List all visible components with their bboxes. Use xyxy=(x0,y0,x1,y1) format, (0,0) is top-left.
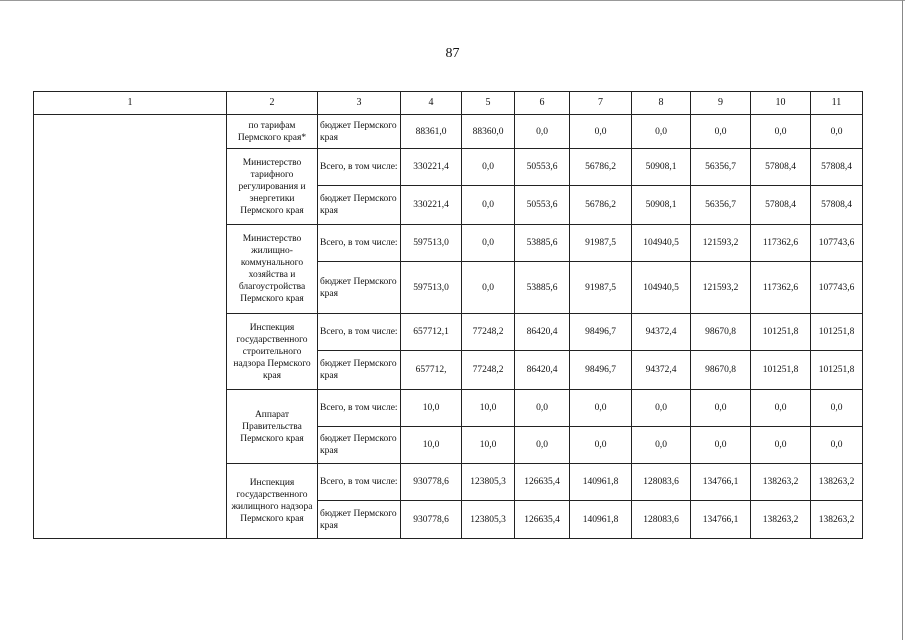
header-cell: 5 xyxy=(462,92,515,115)
header-cell: 11 xyxy=(811,92,863,115)
table-row xyxy=(34,115,863,149)
org-cell: Министерство жилищно-коммунального хозяйства и благоустройства Пермского края xyxy=(227,225,318,314)
value-cell: 0,0 xyxy=(632,427,691,464)
value-cell: 101251,8 xyxy=(811,314,863,351)
value-cell: 77248,2 xyxy=(462,351,515,390)
source-cell: Всего, в том числе: xyxy=(318,225,401,262)
value-cell: 128083,6 xyxy=(632,464,691,501)
value-cell: 56786,2 xyxy=(570,186,632,225)
value-cell: 138263,2 xyxy=(751,464,811,501)
value-cell: 50908,1 xyxy=(632,186,691,225)
value-cell: 107743,6 xyxy=(811,262,863,314)
value-cell: 0,0 xyxy=(691,115,751,149)
source-cell: Всего, в том числе: xyxy=(318,390,401,427)
value-cell: 101251,8 xyxy=(751,314,811,351)
value-cell: 597513,0 xyxy=(401,225,462,262)
value-cell: 104940,5 xyxy=(632,262,691,314)
value-cell: 0,0 xyxy=(751,390,811,427)
source-cell: Всего, в том числе: xyxy=(318,149,401,186)
org-cell: по тарифам Пермского края* xyxy=(227,115,318,149)
value-cell: 0,0 xyxy=(691,427,751,464)
value-cell: 86420,4 xyxy=(515,314,570,351)
value-cell: 0,0 xyxy=(570,115,632,149)
source-cell: бюджет Пермского края xyxy=(318,115,401,149)
value-cell: 0,0 xyxy=(632,115,691,149)
value-cell: 94372,4 xyxy=(632,314,691,351)
value-cell: 128083,6 xyxy=(632,501,691,539)
value-cell: 98670,8 xyxy=(691,314,751,351)
value-cell: 0,0 xyxy=(811,427,863,464)
header-cell: 8 xyxy=(632,92,691,115)
value-cell: 10,0 xyxy=(401,390,462,427)
value-cell: 101251,8 xyxy=(751,351,811,390)
value-cell: 101251,8 xyxy=(811,351,863,390)
header-cell: 7 xyxy=(570,92,632,115)
org-cell: Инспекция государственного строительного надзора Пермского края xyxy=(227,314,318,390)
page-right-border xyxy=(902,0,903,640)
header-cell: 9 xyxy=(691,92,751,115)
value-cell: 0,0 xyxy=(515,115,570,149)
value-cell: 50908,1 xyxy=(632,149,691,186)
page-top-border xyxy=(0,0,905,1)
value-cell: 10,0 xyxy=(462,390,515,427)
value-cell: 50553,6 xyxy=(515,186,570,225)
value-cell: 0,0 xyxy=(570,427,632,464)
value-cell: 134766,1 xyxy=(691,501,751,539)
value-cell: 140961,8 xyxy=(570,501,632,539)
org-cell: Аппарат Правительства Пермского края xyxy=(227,390,318,464)
value-cell: 0,0 xyxy=(811,115,863,149)
value-cell: 597513,0 xyxy=(401,262,462,314)
value-cell: 0,0 xyxy=(751,427,811,464)
value-cell: 57808,4 xyxy=(811,186,863,225)
value-cell: 0,0 xyxy=(462,149,515,186)
value-cell: 930778,6 xyxy=(401,501,462,539)
value-cell: 657712,1 xyxy=(401,314,462,351)
header-row xyxy=(34,92,863,115)
value-cell: 56356,7 xyxy=(691,186,751,225)
value-cell: 126635,4 xyxy=(515,464,570,501)
value-cell: 117362,6 xyxy=(751,262,811,314)
value-cell: 88361,0 xyxy=(401,115,462,149)
value-cell: 91987,5 xyxy=(570,225,632,262)
source-cell: бюджет Пермского края xyxy=(318,262,401,314)
value-cell: 138263,2 xyxy=(811,464,863,501)
value-cell: 98496,7 xyxy=(570,314,632,351)
org-cell: Инспекция государственного жилищного надзора Пермского края xyxy=(227,464,318,539)
value-cell: 107743,6 xyxy=(811,225,863,262)
value-cell: 104940,5 xyxy=(632,225,691,262)
value-cell: 0,0 xyxy=(462,262,515,314)
source-cell: бюджет Пермского края xyxy=(318,351,401,390)
value-cell: 10,0 xyxy=(401,427,462,464)
value-cell: 56356,7 xyxy=(691,149,751,186)
org-cell: Министерство тарифного регулирования и энергетики Пермского края xyxy=(227,149,318,225)
value-cell: 140961,8 xyxy=(570,464,632,501)
value-cell: 657712, xyxy=(401,351,462,390)
value-cell: 50553,6 xyxy=(515,149,570,186)
value-cell: 53885,6 xyxy=(515,262,570,314)
source-cell: Всего, в том числе: xyxy=(318,464,401,501)
header-cell: 4 xyxy=(401,92,462,115)
header-cell: 10 xyxy=(751,92,811,115)
value-cell: 0,0 xyxy=(462,186,515,225)
value-cell: 930778,6 xyxy=(401,464,462,501)
value-cell: 56786,2 xyxy=(570,149,632,186)
program-cell xyxy=(34,115,227,539)
value-cell: 138263,2 xyxy=(751,501,811,539)
source-cell: бюджет Пермского края xyxy=(318,501,401,539)
value-cell: 10,0 xyxy=(462,427,515,464)
value-cell: 88360,0 xyxy=(462,115,515,149)
header-cell: 2 xyxy=(227,92,318,115)
value-cell: 0,0 xyxy=(515,390,570,427)
value-cell: 121593,2 xyxy=(691,225,751,262)
value-cell: 0,0 xyxy=(811,390,863,427)
header-cell: 6 xyxy=(515,92,570,115)
value-cell: 138263,2 xyxy=(811,501,863,539)
header-cell: 3 xyxy=(318,92,401,115)
value-cell: 53885,6 xyxy=(515,225,570,262)
value-cell: 86420,4 xyxy=(515,351,570,390)
budget-table xyxy=(33,91,863,539)
header-cell: 1 xyxy=(34,92,227,115)
value-cell: 0,0 xyxy=(462,225,515,262)
value-cell: 0,0 xyxy=(515,427,570,464)
value-cell: 77248,2 xyxy=(462,314,515,351)
source-cell: Всего, в том числе: xyxy=(318,314,401,351)
value-cell: 117362,6 xyxy=(751,225,811,262)
value-cell: 330221,4 xyxy=(401,149,462,186)
value-cell: 121593,2 xyxy=(691,262,751,314)
value-cell: 91987,5 xyxy=(570,262,632,314)
source-cell: бюджет Пермского края xyxy=(318,427,401,464)
value-cell: 126635,4 xyxy=(515,501,570,539)
value-cell: 0,0 xyxy=(632,390,691,427)
value-cell: 57808,4 xyxy=(751,149,811,186)
value-cell: 0,0 xyxy=(751,115,811,149)
value-cell: 134766,1 xyxy=(691,464,751,501)
value-cell: 0,0 xyxy=(570,390,632,427)
value-cell: 330221,4 xyxy=(401,186,462,225)
value-cell: 98496,7 xyxy=(570,351,632,390)
value-cell: 57808,4 xyxy=(811,149,863,186)
value-cell: 94372,4 xyxy=(632,351,691,390)
source-cell: бюджет Пермского края xyxy=(318,186,401,225)
value-cell: 0,0 xyxy=(691,390,751,427)
value-cell: 123805,3 xyxy=(462,464,515,501)
page-number: 87 xyxy=(445,46,460,61)
value-cell: 57808,4 xyxy=(751,186,811,225)
value-cell: 98670,8 xyxy=(691,351,751,390)
value-cell: 123805,3 xyxy=(462,501,515,539)
